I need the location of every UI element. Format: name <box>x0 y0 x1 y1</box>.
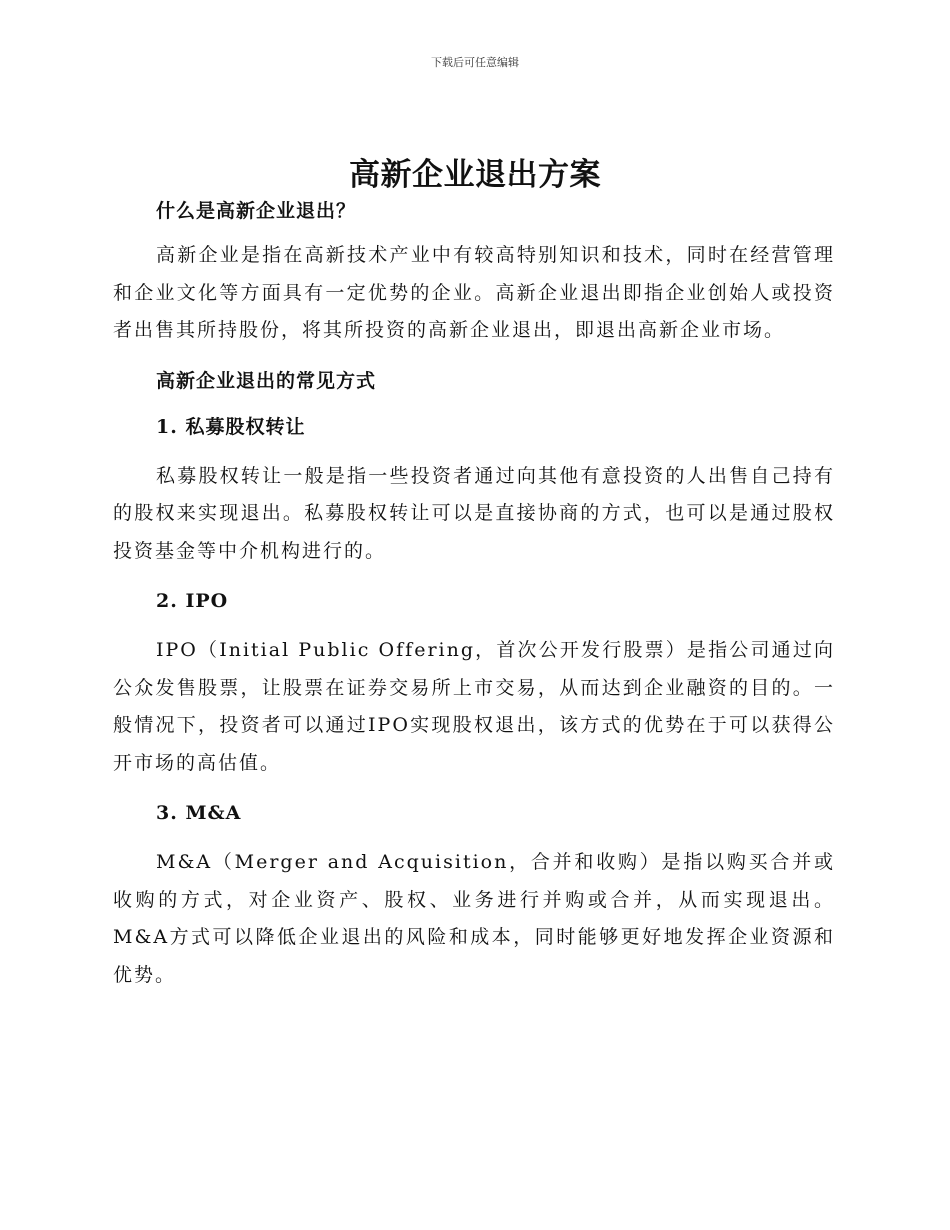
section-paragraph-private-equity-transfer: 私募股权转让一般是指一些投资者通过向其他有意投资的人出售自己持有的股权来实现退出。私募股权转让可以是直接协商的方式，也可以是通过股权投资基金等中介机构进行的。 <box>113 464 835 562</box>
section-heading-what-is-exit: 什么是高新企业退出？ <box>156 200 357 222</box>
page-header-note: 下载后可任意编辑 <box>431 56 519 69</box>
section-heading-common-methods: 高新企业退出的常见方式 <box>156 369 377 392</box>
section-paragraph-what-is-exit: 高新企业是指在高新技术产业中有较高特别知识和技术，同时在经营管理和企业文化等方面具有一定优势的企业。高新企业退出即指企业创始人或投资者出售其所持股份，将其所投资的高新企业退出，即退出高新企业市场。 <box>113 244 835 341</box>
document-body <box>113 196 835 994</box>
section-heading-ipo: 2. IPO <box>156 590 229 612</box>
section-heading-private-equity-transfer: 1. 私募股权转让 <box>156 415 306 438</box>
section-paragraph-ipo: IPO（Initial Public Offering，首次公开发行股票）是指公司通过向公众发售股票，让股票在证券交易所上市交易，从而达到企业融资的目的。一般情况下，投资者可以通过IPO实现股权退出，该方式的优势在于可以获得公开市场的高估值。 <box>113 639 835 774</box>
document-title: 高新企业退出方案 <box>349 157 601 193</box>
section-paragraph-ma: M&A（Merger and Acquisition，合并和收购）是指以购买合并或收购的方式，对企业资产、股权、业务进行并购或合并，从而实现退出。M&A方式可以降低企业退出的风险和成本，同时能够更好地发挥企业资源和优势。 <box>113 851 835 986</box>
section-heading-ma: 3. M&A <box>156 802 242 824</box>
